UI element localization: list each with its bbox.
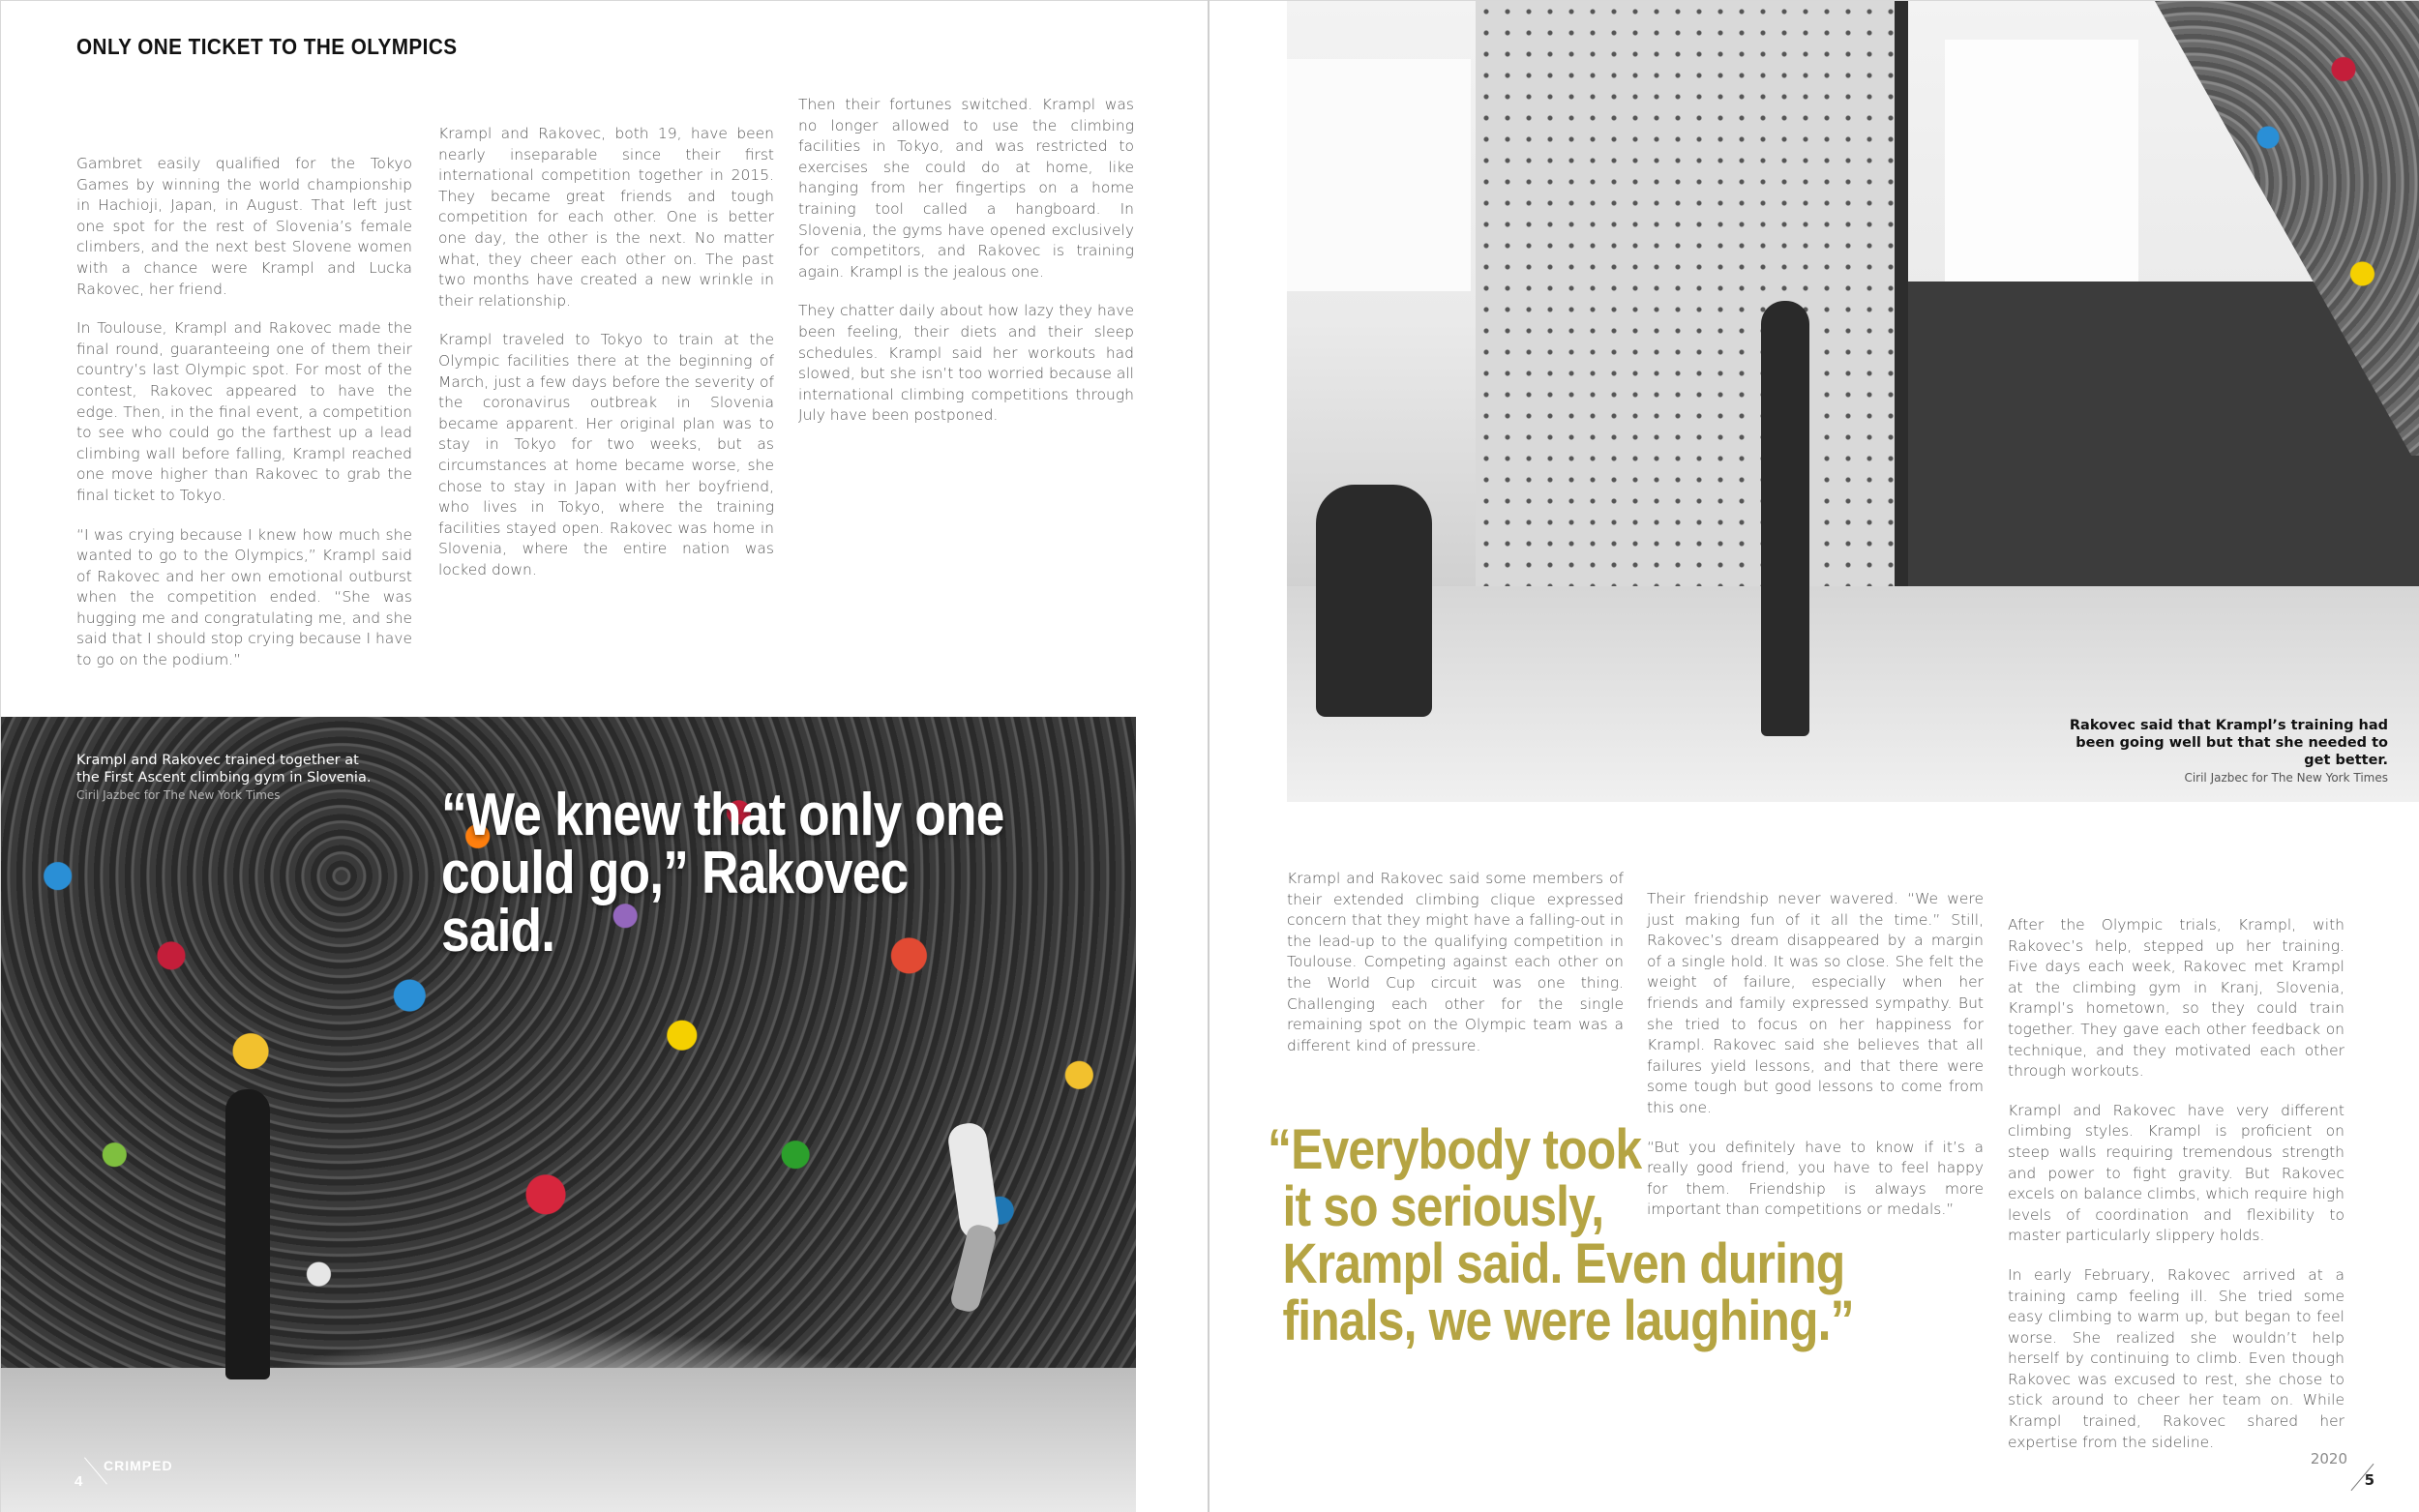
paragraph: “I was crying because I knew how much she wanted to go to the Olympics,” Krampl said of Rakovec and her own emotional outburst when the competition ended. “She was hugging me and congratulating me, and she said that I should stop crying because I have to go on the podium.” — [76, 525, 412, 669]
body-column-3 — [798, 95, 1134, 445]
paragraph: They chatter daily about how lazy they have been feeling, their diets and their sleep schedules. Krampl said her workouts had slowed, but she isn’t too worried because all international climbing competitions through July have been postponed. — [798, 302, 1134, 425]
paragraph: Krampl traveled to Tokyo to train at the Olympic facilities there at the beginning of March, just a few days before the severity of the coronavirus outbreak in Slovenia became apparent. Her original plan was to stay in Tokyo for two weeks, but as circumstances at home became worse, she chose to stay in Japan with her boyfriend, who lives in Tokyo, where the training facilities stayed open. Rakovec was home in Slovenia, where the entire nation was locked down. — [438, 331, 774, 578]
paragraph: Gambret easily qualified for the Tokyo Games by winning the world championship in Hachioji, Japan, in August. That left just one spot for the rest of Slovenia’s female climbers, and the next best Slovene women with a chance were Krampl and Lucka Rakovec, her friend. — [76, 155, 412, 298]
photo-caption-right — [2059, 717, 2388, 786]
pull-quote-line: finals, we were laughing.” — [1282, 1290, 1854, 1352]
pegboard-wall — [1476, 1, 1901, 591]
folio-right — [2297, 1450, 2374, 1498]
body-column-1 — [76, 154, 412, 690]
paragraph: In Toulouse, Krampl and Rakovec made the final round, guaranteeing one of them their country’s last Olympic spot. For most of the contest, Rakovec appeared to have the edge. Then, in the final event, a competition to see who could go the farthest up a lead climbing wall before falling, Krampl reached one move higher than Rakovec to grab the final ticket to Tokyo. — [76, 319, 412, 504]
seated-climber — [1316, 485, 1432, 717]
magazine-brand: CRIMPED — [104, 1458, 173, 1473]
pull-quote-line: it so seriously, — [1282, 1175, 1604, 1238]
left-page — [0, 0, 1208, 1512]
caption-text: Krampl and Rakovec trained together at the First Ascent climbing gym in Slovenia. — [76, 753, 372, 786]
standing-climber — [1761, 301, 1809, 736]
wall-climber-legs — [949, 1223, 999, 1315]
right-page — [1210, 0, 2419, 1512]
photo-caption-left — [76, 752, 376, 804]
page-number: 5 — [2364, 1471, 2374, 1489]
pull-quote: “We knew that only one could go,” Rakovec said. — [441, 782, 1004, 964]
caption-text: Rakovec said that Krampl’s training had been going well but that she needed to get better. — [2069, 718, 2388, 768]
standing-climber — [225, 1089, 270, 1379]
steel-pillar — [1895, 1, 1908, 591]
article-headline: ONLY ONE TICKET TO THE OLYMPICS — [76, 34, 458, 59]
pull-quote-line: “Everybody took — [1268, 1118, 1642, 1181]
issue-year: 2020 — [2310, 1450, 2347, 1468]
pull-quote-line: Krampl said. Even during — [1282, 1232, 1845, 1295]
paragraph: “But you definitely have to know if it’s a really good friend, you have to feel happy for them. Friendship is always more important than competitions or medals.” — [1647, 1138, 1984, 1219]
pull-quote-gold — [1268, 1118, 1854, 1352]
training-gym-photo — [1287, 1, 2419, 802]
paragraph: Then their fortunes switched. Krampl was no longer allowed to use the climbing facilities in Tokyo, and was restricted to exercises she could do at home, like hanging from her fingertips on a home training tool called a hangboard. In Slovenia, the gyms have opened exclusively for competitors, and Rakovec is training again. Krampl is the jealous one. — [798, 96, 1134, 281]
gym-floor — [1, 1368, 1136, 1512]
paragraph: Their friendship never wavered. “We were just making fun of it all the time.” Still, Rakovec’s dream disappeared by a margin of a single hold. It was so close. She felt the weight of failure, especially when her friends and family expressed sympathy. But she tried to focus on her happiness for Krampl. Rakovec said she believes that all failures yield lessons, and that there were some tough but good lessons to come from this one. — [1647, 890, 1984, 1116]
photo-credit: Ciril Jazbec for The New York Times — [2184, 771, 2388, 785]
body-column-2 — [438, 124, 774, 599]
paragraph: Krampl and Rakovec have very different climbing styles. Krampl is proficient on steep walls requiring tremendous strength and power to fight gravity. But Rakovec excels on balance climbs, which require high levels of coordination and flexibility to master particularly slippery holds. — [2008, 1101, 2344, 1245]
photo-credit: Ciril Jazbec for The New York Times — [76, 788, 281, 802]
paragraph: After the Olympic trials, Krampl, with Rakovec’s help, stepped up her training. Five days each week, Rakovec met Krampl at the climbing gym in Kranj, Slovenia, Krampl’s hometown, so they could train together. They gave each other feedback on technique, and they motivated each other through workouts. — [2008, 916, 2344, 1081]
gym-window — [1945, 40, 2138, 282]
paragraph: Krampl and Rakovec, both 19, have been nearly inseparable since their first international competition together in 2015. They became great friends and tough competition for each other. One is better one day, the other is the next. No matter what, they cheer each other on. The past two months have created a new wrinkle in their relationship. — [438, 125, 774, 310]
gym-window — [1287, 59, 1471, 291]
paragraph: In early February, Rakovec arrived at a training camp feeling ill. She tried some easy climbing to warm up, but began to feel worse. She realized she wouldn’t help herself by continuing to climb. Even though Rakovec was excused to rest, she chose to stick around to cheer her team on. While Krampl trained, Rakovec shared her expertise from the sideline. — [2008, 1265, 2344, 1451]
paragraph: Krampl and Rakovec said some members of their extended climbing clique expressed concern that they might have a falling-out in the lead-up to the qualifying competition in Toulouse. Competing against each other on the World Cup circuit was one thing. Challenging each other for the single remaining spot on the Olympic team was a different kind of pressure. — [1287, 870, 1624, 1054]
body-column-6 — [2008, 915, 2344, 1471]
wall-climber — [946, 1121, 1000, 1241]
body-column-4 — [1287, 869, 1624, 1075]
page-number: 4 — [75, 1473, 83, 1490]
